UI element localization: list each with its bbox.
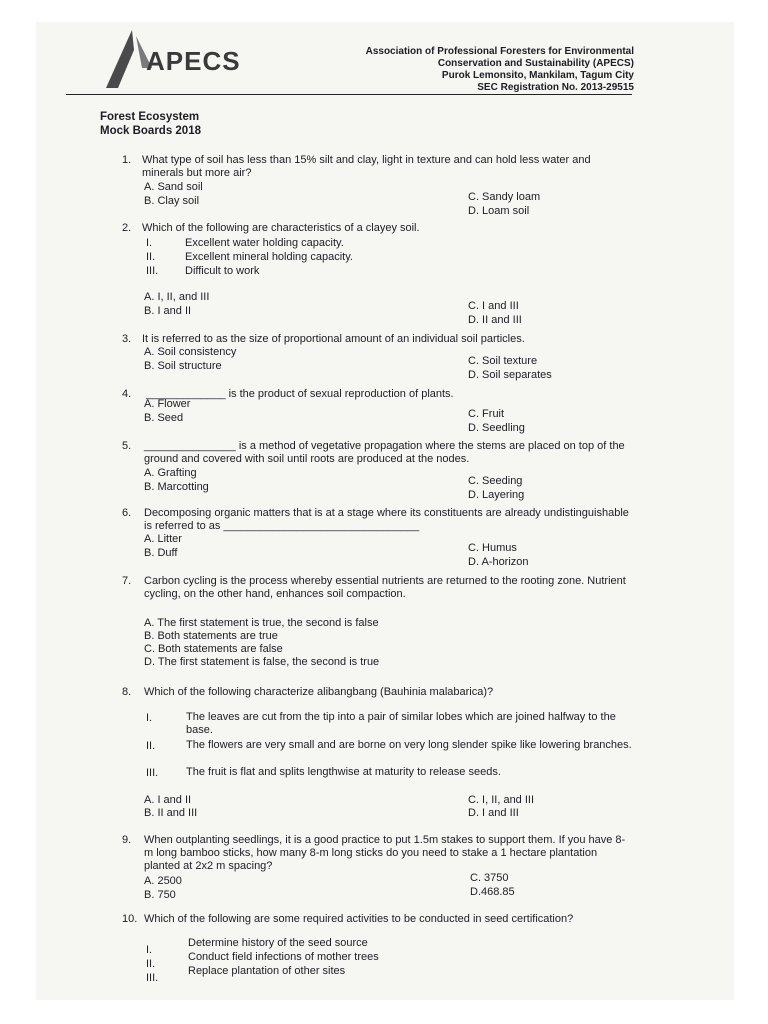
question-text: Decomposing organic matters that is at a stage where its constituents are already undistinguishable is referred to as ________________________________: [144, 507, 629, 532]
roman-numeral: III.: [146, 265, 159, 277]
option-b: B. 750: [144, 889, 176, 901]
option-b: B. I and II: [144, 305, 192, 317]
option-b: B. Soil structure: [144, 360, 222, 372]
statement: Excellent mineral holding capacity.: [185, 251, 353, 263]
roman-numeral: I.: [146, 712, 153, 724]
question-number: 2.: [122, 222, 132, 234]
option-c: C. Both statements are false: [144, 643, 283, 655]
option-b: B. Seed: [144, 412, 184, 424]
question-text: _____________ is the product of sexual reproduction of plants.: [146, 388, 454, 400]
option-c: C. Humus: [468, 542, 517, 554]
question-number: 8.: [122, 686, 132, 698]
roman-numeral: I.: [146, 237, 153, 249]
roman-numeral: III.: [146, 767, 159, 779]
statement: Difficult to work: [185, 265, 260, 277]
option-d: D. Seedling: [468, 422, 525, 434]
association-block: [366, 46, 634, 94]
title-line: Forest Ecosystem: [100, 111, 200, 123]
header-divider: [66, 94, 632, 95]
question-number: 5.: [122, 440, 132, 452]
question-text: Which of the following are some required activities to be conducted in seed certification?: [144, 913, 574, 925]
option-a: A. I and II: [144, 794, 192, 806]
association-line: Conservation and Sustainability (APECS): [437, 58, 634, 69]
title-line: Mock Boards 2018: [100, 125, 201, 137]
association-line: SEC Registration No. 2013-29515: [477, 82, 634, 93]
option-b: B. Both statements are true: [144, 630, 278, 642]
option-c: C. Fruit: [468, 408, 505, 420]
statement: The leaves are cut from the tip into a pair of similar lobes which are joined halfway to the base.: [186, 711, 616, 736]
option-b: B. Duff: [144, 547, 178, 559]
roman-numeral: III.: [146, 972, 159, 984]
option-d: D. I and III: [468, 807, 519, 819]
association-line: Association of Professional Foresters for Environmental: [365, 46, 634, 57]
option-a: A. I, II, and III: [144, 291, 210, 303]
question-text: Which of the following are characteristics of a clayey soil.: [142, 222, 420, 234]
option-b: B. Marcotting: [144, 481, 209, 493]
exam-title: [100, 110, 201, 138]
roman-numeral: II.: [146, 251, 156, 263]
option-c: C. Seeding: [468, 475, 523, 487]
roman-numeral: II.: [146, 740, 156, 752]
question-text: It is referred to as the size of proportional amount of an individual soil particles.: [142, 333, 525, 345]
question-number: 10.: [122, 913, 138, 925]
statement: Excellent water holding capacity.: [185, 237, 344, 249]
question-number: 9.: [122, 834, 132, 846]
option-d: D. The first statement is false, the second is true: [144, 656, 380, 668]
option-a: A. Litter: [144, 533, 182, 545]
question-number: 3.: [122, 333, 132, 345]
option-d: D. Layering: [468, 489, 525, 501]
roman-numeral: I.: [146, 944, 153, 956]
option-a: A. Flower: [144, 398, 191, 410]
option-c: C. 3750: [470, 872, 509, 884]
option-a: A. Soil consistency: [144, 346, 237, 358]
statement: The fruit is flat and splits lengthwise at maturity to release seeds.: [186, 766, 501, 778]
option-d: D. A-horizon: [468, 556, 529, 568]
statement: Conduct field infections of mother trees: [188, 951, 379, 963]
option-d: D. Loam soil: [468, 205, 530, 217]
question-text: Carbon cycling is the process whereby essential nutrients are returned to the rooting zone. Nutrient cycling, on the other hand, enhances soil compaction.: [144, 575, 626, 600]
question-text: Which of the following characterize alibangbang (Bauhinia malabarica)?: [144, 686, 494, 698]
option-b: B. II and III: [144, 807, 198, 819]
option-a: A. The first statement is true, the second is false: [144, 617, 379, 629]
question-number: 1.: [122, 154, 132, 166]
option-a: A. Grafting: [144, 467, 197, 479]
question-text: When outplanting seedlings, it is a good practice to put 1.5m stakes to support them. If you have 8-m long bamboo sticks, how many 8-m long sticks do you need to stake a 1 hectare plantation planted at 2x2 m spacing?: [144, 834, 626, 872]
roman-numeral: II.: [146, 958, 156, 970]
statement: Replace plantation of other sites: [188, 965, 346, 977]
question-number: 4.: [122, 388, 132, 400]
question-number: 6.: [122, 507, 132, 519]
question-text: _______________ is a method of vegetative propagation where the stems are placed on top of the ground and covered with soil until roots are produced at the nodes.: [144, 440, 625, 465]
option-a: A. 2500: [144, 875, 182, 887]
option-d: D. Soil separates: [468, 369, 552, 381]
option-c: C. Sandy loam: [468, 191, 541, 203]
option-b: B. Clay soil: [144, 195, 200, 207]
option-d: D.468.85: [470, 886, 515, 898]
statement: Determine history of the seed source: [188, 937, 368, 949]
option-c: C. I and III: [468, 300, 519, 312]
option-d: D. II and III: [468, 314, 522, 326]
question-text: What type of soil has less than 15% silt and clay, light in texture and can hold less water and minerals but more air?: [142, 154, 591, 179]
association-line: Purok Lemonsito, Mankilam, Tagum City: [441, 70, 634, 81]
statement: The flowers are very small and are borne on very long slender spike like lowering branches.: [186, 739, 632, 751]
logo-text: APECS: [146, 46, 241, 76]
question-number: 7.: [122, 575, 132, 587]
option-c: C. I, II, and III: [468, 794, 535, 806]
option-c: C. Soil texture: [468, 355, 538, 367]
option-a: A. Sand soil: [144, 181, 203, 193]
